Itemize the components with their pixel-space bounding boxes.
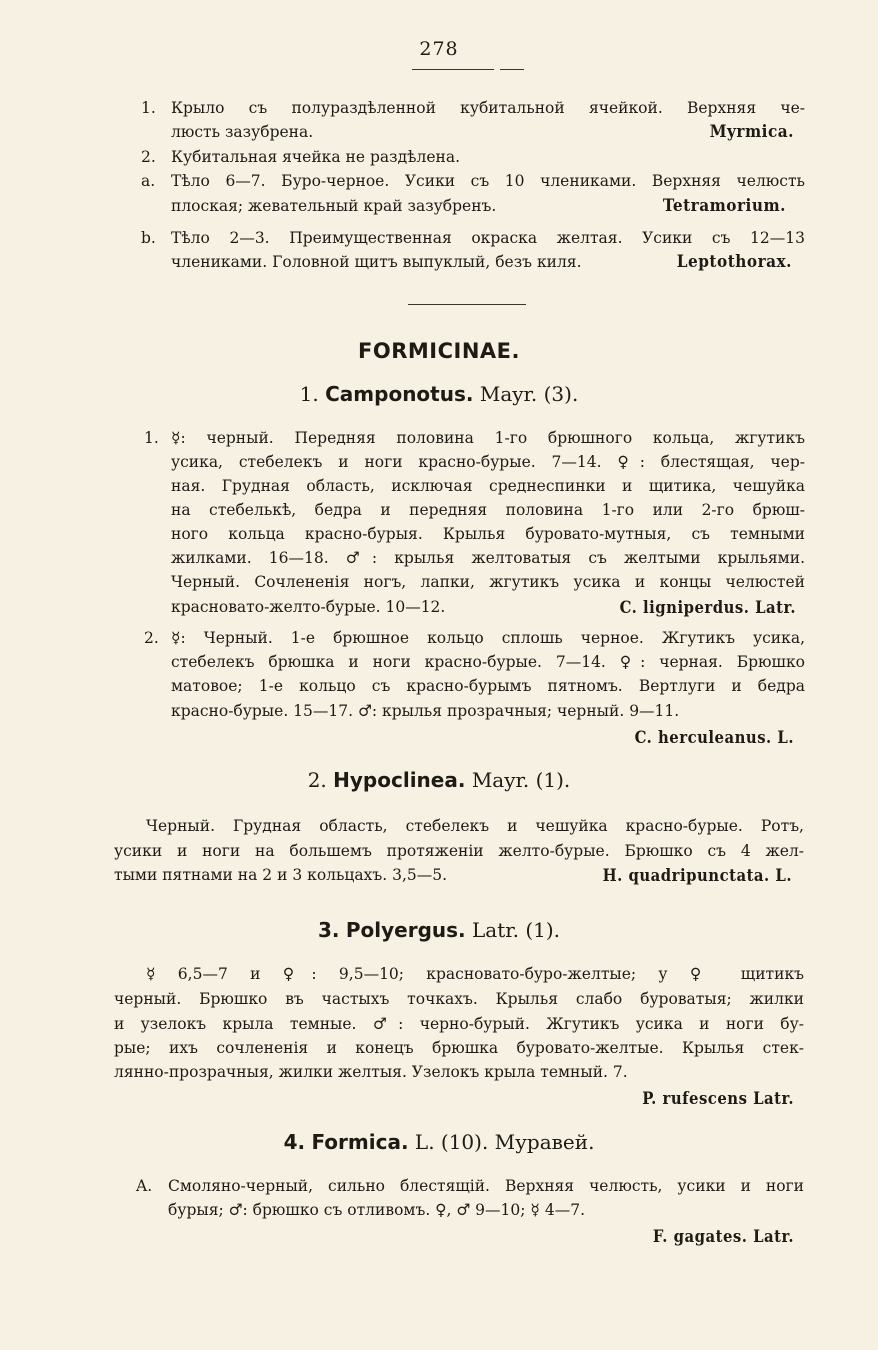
- genus-authority: Mayr. (3).: [479, 382, 579, 406]
- key-line: члениками. Головной щитъ выпуклый, безъ киля.: [171, 253, 582, 271]
- genus-number: 1.: [299, 382, 319, 406]
- header-rule-short: [500, 69, 524, 70]
- text-line: и узелокъ крыла темные. ♂: черно-бурый. Жгутикъ усика и ноги бу-: [114, 1015, 804, 1033]
- text-line: ☿ 6,5—7 и ♀: 9,5—10; красновато-буро-желтые; у ♀ щитикъ: [146, 965, 804, 983]
- key-line: Тѣло 2—3. Преимущественная окраска желтая. Усики съ 12—13: [171, 229, 805, 247]
- section-rule: [408, 304, 526, 305]
- text-line: матовое; 1-е кольцо съ красно-бурымъ пятномъ. Вертлуги и бедра: [171, 677, 805, 695]
- text-line: красно-бурые. 15—17. ♂: крылья прозрачныя; черный. 9—11.: [171, 702, 680, 720]
- genus-heading: [0, 918, 878, 942]
- text-line: Черный. Грудная область, стебелекъ и чешуйка красно-бурые. Ротъ,: [146, 817, 804, 835]
- text-line: лянно-прозрачныя, жилки желтыя. Узелокъ крыла темный. 7.: [114, 1063, 628, 1081]
- text-line: усики и ноги на большемъ протяженіи желто-бурые. Брюшко съ 4 жел-: [114, 842, 804, 860]
- text-line: на стебелькѣ, бедра и передняя половина 1-го или 2-го брюш-: [171, 501, 805, 519]
- genus-title: Camponotus.: [325, 382, 474, 406]
- species-name: F. gagates. Latr.: [652, 1227, 794, 1246]
- key-number: 2.: [144, 629, 159, 647]
- genus-heading: [0, 1130, 878, 1154]
- text-line: Черный. Сочлененія ногъ, лапки, жгутикъ усика и концы челюстей: [171, 573, 805, 591]
- species-name: P. rufescens Latr.: [642, 1089, 794, 1108]
- genus-number: 3.: [317, 918, 340, 942]
- text-line: бурыя; ♂: брюшко съ отливомъ. ♀, ♂ 9—10; ☿ 4—7.: [168, 1201, 586, 1219]
- genus-authority: Latr. (1).: [472, 918, 561, 942]
- key-line: Кубитальная ячейка не раздѣлена.: [171, 148, 460, 166]
- genus-title: Formica.: [311, 1130, 409, 1154]
- genus-authority: Mayr. (1).: [471, 768, 571, 792]
- genus-name: Leptothorax.: [676, 252, 792, 272]
- text-line: красновато-желто-бурые. 10—12.: [171, 598, 446, 616]
- text-line: ного кольца красно-бурыя. Крылья буровато-мутныя, съ темными: [171, 525, 805, 543]
- text-line: рые; ихъ сочлененія и конецъ брюшка буровато-желтые. Крылья стек-: [114, 1039, 804, 1057]
- genus-name: Tetramorium.: [662, 196, 786, 216]
- genus-heading: [0, 382, 878, 406]
- key-number: 1.: [144, 429, 159, 447]
- genus-heading: [0, 768, 878, 792]
- key-line: люсть зазубрена.: [171, 123, 314, 141]
- genus-title: Polyergus.: [345, 918, 466, 942]
- text-line: усика, стебелекъ и ноги красно-бурые. 7—14. ♀: блестящая, чер-: [171, 453, 805, 471]
- key-number: 2.: [141, 148, 156, 166]
- text-line: жилками. 16—18. ♂: крылья желтоватыя съ желтыми крыльями.: [171, 549, 805, 567]
- key-line: Крыло съ полураздѣленной кубитальной ячейкой. Верхняя че-: [171, 99, 805, 117]
- text-line: ☿: Черный. 1-е брюшное кольцо сплошь черное. Жгутикъ усика,: [171, 629, 805, 647]
- key-number: b.: [141, 229, 156, 247]
- genus-number: 2.: [307, 768, 327, 792]
- page-number: 278: [419, 38, 459, 60]
- species-name: C. ligniperdus. Latr.: [619, 598, 796, 617]
- key-line: Тѣло 6—7. Буро-черное. Усики съ 10 члениками. Верхняя челюсть: [171, 172, 805, 190]
- text-line: черный. Брюшко въ частыхъ точкахъ. Крылья слабо буроватыя; жилки: [114, 990, 804, 1008]
- genus-authority: L. (10). Муравей.: [414, 1130, 595, 1154]
- text-line: тыми пятнами на 2 и 3 кольцахъ. 3,5—5.: [114, 866, 448, 884]
- key-number: a.: [141, 172, 156, 190]
- species-name: C. herculeanus. L.: [634, 728, 794, 747]
- species-name: H. quadripunctata. L.: [602, 866, 792, 885]
- header-rule: [412, 69, 494, 70]
- key-letter: A.: [136, 1177, 153, 1195]
- genus-title: Hypoclinea.: [333, 768, 466, 792]
- genus-name: Myrmica.: [709, 122, 794, 142]
- text-line: ☿: черный. Передняя половина 1-го брюшного кольца, жгутикъ: [171, 429, 805, 447]
- subfamily-heading: FORMICINAE.: [358, 339, 520, 363]
- text-line: стебелекъ брюшка и ноги красно-бурые. 7—14. ♀: черная. Брюшко: [171, 653, 805, 671]
- text-line: Смоляно-черный, сильно блестящій. Верхняя челюсть, усики и ноги: [168, 1177, 804, 1195]
- text-line: ная. Грудная область, исключая среднеспинки и щитика, чешуйка: [171, 477, 805, 495]
- genus-number: 4.: [283, 1130, 306, 1154]
- key-number: 1.: [141, 99, 156, 117]
- key-line: плоская; жевательный край зазубренъ.: [171, 197, 497, 215]
